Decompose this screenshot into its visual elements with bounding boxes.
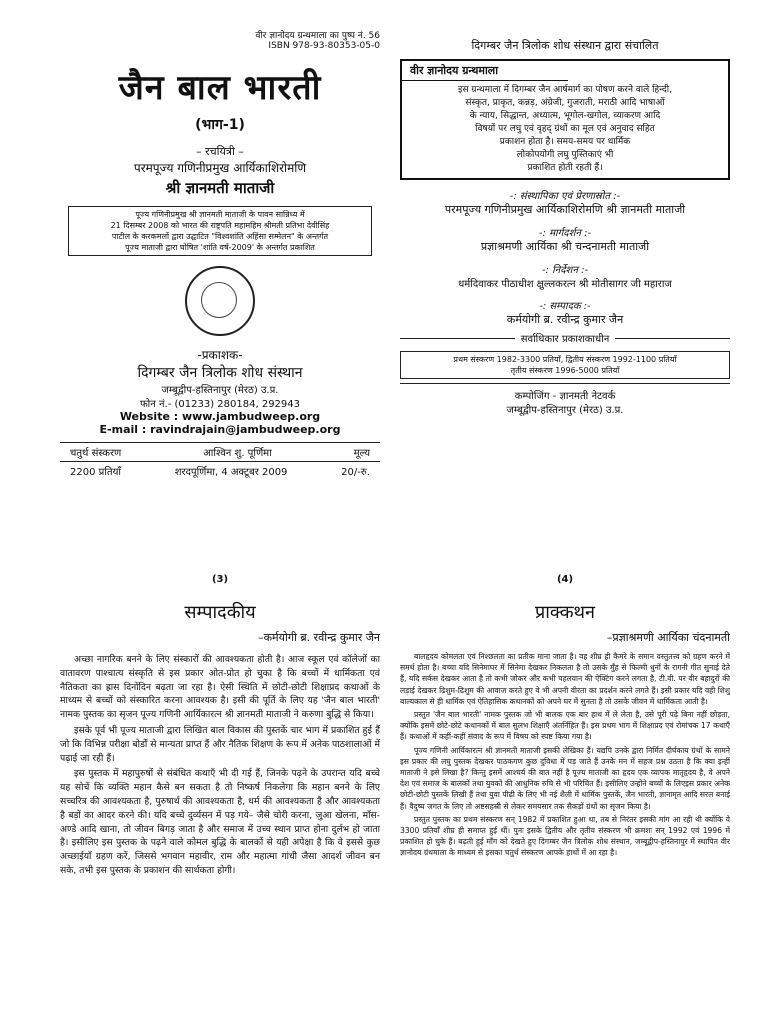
- editorial-byline: –कर्मयोगी ब्र. रवीन्द्र कुमार जैन: [258, 631, 380, 644]
- preface-body: [400, 651, 730, 859]
- institute-seal-logo: [60, 266, 380, 336]
- rights-row: [400, 331, 730, 345]
- guide-label: -: मार्गदर्शन :-: [538, 228, 592, 239]
- description-line: प्रकाशन होता है। समय-समय पर धार्मिक: [499, 137, 631, 147]
- series-box-title: वीर ज्ञानोदय ग्रन्थमाला: [402, 61, 568, 81]
- founder-label: -: संस्थापिका एवं प्रेरणास्रोत :-: [509, 191, 621, 202]
- series-number: वीर ज्ञानोदय ग्रन्थमाला का पुष्प नं. 56: [255, 31, 380, 41]
- edition-history-line: तृतीय संस्करण 1996-5000 प्रतियाँ: [510, 366, 620, 375]
- publisher-address: जम्बूद्वीप-हस्तिनापुर (मेरठ) उ.प्र.: [161, 385, 279, 396]
- paragraph: अच्छा नागरिक बनने के लिए संस्कारों की आवश्यकता होती है। आज स्कूल एवं कॉलेजों का वातावरण पाश्चात्य संस्कृति से इस प्रकार ओत-प्रोत हो चुका है कि बच्चों में धार्मिकता एवं नैतिकता का ह्रास दिनोंदिन बढ़ता जा रहा है। ऐसी स्थिति में छोटी-छोटी शिक्षाप्रद कथाओं के माध्यम से बच्चों को संस्कारित करना आवश्यक है। इसी की पूर्ति के लिए यह 'जैन बाल भारती' नामक पुस्तक का सृजन पूज्य गणिनी आर्यिकारत्न श्री ज्ञानमती माताजी ने करुणा बुद्धि से किया।: [60, 654, 380, 721]
- direction-name: धर्मदिवाकर पीठाधीश क्षुल्लकरत्न श्री मोतीसागर जी महाराज: [458, 279, 672, 290]
- book-title: जैन बाल भारती: [118, 68, 322, 108]
- editorial-body: [60, 653, 380, 878]
- series-description: [402, 81, 728, 178]
- editor-name: कर्मयोगी ब्र. रवीन्द्र कुमार जैन: [506, 313, 624, 326]
- publisher-label: -प्रकाशक-: [197, 348, 243, 362]
- date-heading: आश्विन शु. पूर्णिमा: [203, 448, 272, 459]
- preface-byline: –प्रज्ञाश्रमणी आर्यिका चंदनामती: [606, 631, 730, 644]
- occasion-line: पूज्य गणिनीप्रमुख श्री ज्ञानमती माताजी के पावन सान्निध्य में: [135, 210, 305, 219]
- paragraph: इसके पूर्व भी पूज्य माताजी द्वारा लिखित बाल विकास की पुस्तकें चार भाग में प्रकाशित हुई हैं जो कि विभिन्न परीक्षा बोर्डों से मान्यता प्राप्त हैं और नैतिक शिक्षण के रूप में अनेक पाठशालाओं में पढ़ाई जा रही हैं।: [60, 724, 380, 764]
- page-number-left: (3): [211, 574, 229, 585]
- direction-label: -: निर्देशन :-: [541, 265, 589, 276]
- copies-value: 2200 प्रतियाँ: [70, 467, 121, 478]
- composing-credit: कम्पोजिंग - ज्ञानमती नेटवर्क: [514, 391, 616, 402]
- book-part: (भाग-1): [195, 117, 245, 133]
- description-line: लोकोपयोगी लघु पुस्तिकाएं भी: [516, 150, 614, 160]
- rights-text: सर्वाधिकार प्रकाशकाधीन: [520, 334, 610, 345]
- right-imprint-page: [400, 38, 730, 478]
- edition-header-row: [60, 443, 380, 459]
- edition-heading: चतुर्थ संस्करण: [70, 448, 122, 459]
- guide-name: प्रज्ञाश्रमणी आर्यिका श्री चन्दनामती माताजी: [480, 240, 650, 253]
- edition-history-line: प्रथम संस्करण 1982-3300 प्रतियाँ, द्वितीय संस्करण 1992-1100 प्रतियाँ: [453, 355, 677, 364]
- edition-value-row: [60, 462, 380, 478]
- description-line: के न्याय, सिद्धान्त, अध्यात्म, भूगोल-खगोल, व्याकरण आदि: [469, 111, 661, 121]
- composing-address: जम्बूद्वीप-हस्तिनापुर (मेरठ) उ.प्र.: [506, 405, 624, 416]
- publisher-name: दिगम्बर जैन त्रिलोक शोध संस्थान: [137, 365, 303, 381]
- paragraph: बालहृदय कोमलता एवं निश्छलता का प्रतीक माना जाता है। वह शीघ्र ही कैमरे के समान वस्तुतत्त्व को ग्रहण करने में समर्थ होता है। बच्चा यदि सिनेमाघर में सिनेमा देखकर निकलता है तो उसके मुँह से फिल्मी धुनों के रागनी गीत सुनाई देते हैं, यदि सर्कस देखकर आता है तो कभी जोकर और कभी पहलवान की ऐक्टिंग करने लगता है, टी.वी. पर वीर बहादुरों की लड़ाई देखकर ढिशुम-ढिशुम की आवाज करते हुए वे भी अपनी वीरता का प्रदर्शन करने लगते हैं। इसी प्रकार यदि वही शिशु बाल्यकाल से ही धार्मिक एवं ऐतिहासिक कथानकों को अपने घर में सुनता है तो उसके जीवन में धार्मिकता आती है।: [400, 652, 730, 706]
- isbn: ISBN 978-93-80353-05-0: [268, 41, 380, 51]
- price-heading: मूल्य: [353, 448, 370, 459]
- description-line: इस ग्रन्थमाला में दिगम्बर जैन आर्षमार्ग का पोषण करने वाले हिन्दी,: [458, 85, 672, 95]
- author-name: श्री ज्ञानमती माताजी: [165, 179, 275, 197]
- series-info-box: [400, 59, 730, 180]
- seal-icon: [185, 266, 255, 336]
- editorial-title: सम्पादकीय: [184, 602, 256, 623]
- author-honorific: परमपूज्य गणिनीप्रमुख आर्यिकाशिरोमणि: [133, 161, 307, 175]
- description-line: प्रकाशित होती रहती हैं।: [527, 163, 603, 173]
- occasion-box: [68, 206, 372, 256]
- editor-label: -: सम्पादक :-: [539, 301, 591, 312]
- preface-page: [400, 600, 730, 1020]
- founder-name: परमपूज्य गणिनीप्रमुख आर्यिकाशिरोमणि श्री ज्ञानमती माताजी: [444, 203, 686, 216]
- left-title-page: [60, 28, 380, 518]
- page-number-right: (4): [556, 574, 574, 585]
- date-value: शरदपूर्णिमा, 4 अक्टूबर 2009: [174, 467, 288, 478]
- managed-by-header: दिगम्बर जैन त्रिलोक शोध संस्थान द्वारा संचालित: [471, 39, 659, 52]
- publisher-email: E-mail : ravindrajain@jambudweep.org: [99, 423, 341, 436]
- author-label: – रचयित्री –: [196, 145, 244, 158]
- occasion-line: पाटील के करकमलों द्वारा उद्घाटित "विश्वशांति अहिंसा सम्मेलन" के अन्तर्गत: [111, 232, 329, 241]
- description-line: विषयों पर लघु एवं वृहद् ग्रंथों का मूल एवं अनुवाद सहित: [475, 124, 655, 134]
- edition-history-box: [400, 351, 730, 379]
- paragraph: पूज्य गणिनी आर्यिकारत्न श्री ज्ञानमती माताजी इसकी लेखिका हैं। यद्यपि उनके द्वारा निर्मित दीर्घकाय ग्रंथों के सामने इस प्रकार की लघु पुस्तक देखकर पाठकगण कुछ दुविधा में पड़ जाते हैं उनके मन में सहज प्रश्न उठता है कि क्या इन्हीं माताजी ने इसे लिखा है? किन्तु इसमें आश्चर्य की बात नहीं है पूज्य माताजी का हृदय एक व्यापक मातृहृदय है, वे अपने देश एवं समाज के बालकों तथा युवकों की आधुनिक रुचि से भी परिचित हैं। इसीलिए उन्होंने बच्चों के लिएइस प्रकार अनेक छोटी-छोटी पुस्तकें लिखी हैं तथा युवा पीढ़ी के लिए भी नई शैली में धार्मिक पुस्तकें, जैन भारती, ज्ञानामृत आदि सरल बनाई हैं। वैदुष्य जगत के लिए तो अष्टसहस्री से लेकर समयसार तक सैकड़ों ग्रंथों का सृजन किया है।: [400, 745, 730, 811]
- description-line: संस्कृत, प्राकृत, कन्नड़, अंग्रेजी, गुजराती, मराठी आदि भाषाओं: [465, 98, 665, 108]
- publisher-website: Website : www.jambudweep.org: [119, 410, 321, 423]
- paragraph: प्रस्तुत पुस्तक का प्रथम संस्करण सन् 1982 में प्रकाशित हुआ था, तब से निरंतर इसकी मांग आ रही थी क्योंकि वे 3300 प्रतियाँ शीघ्र ही समाप्त हुई थीं। पुनः इसके द्वितीय और तृतीय संस्करण भी क्रमशः सन् 1992 एवं 1996 में प्रकाशित हो चुके हैं। बढ़ती हुई माँग को देखते हुए दिगम्बर जैन त्रिलोक शोध संस्थान, जम्बूद्वीप-हस्तिनापुर में स्थापित वीर ज्ञानोदय ग्रंथमाला के माध्यम से इसका चतुर्थ संस्करण आपके हाथों में आ रहा है।: [400, 814, 730, 858]
- occasion-line: पूज्य माताजी द्वारा घोषित 'शांति वर्ष-2009' के अन्तर्गत प्रकाशित: [125, 243, 315, 252]
- paragraph: इस पुस्तक में महापुरुषों से संबंधित कथाएँ भी दी गई हैं, जिनके पढ़ने के उपरान्त यदि बच्चे यह सोचें कि व्यक्ति महान कैसे बन सकता है तो निष्कर्ष निकलेगा कि महान बनने के लिए सच्चरित्र की आवश्यकता है, पुरुषार्थ की आवश्यकता है, धर्म की आवश्यकता है और आवश्यकता है बड़ों का आदर करने की। यदि बच्चे दुर्व्यसन में पड़ गये– जैसे चोरी करना, जुआ खेलना, माँस-अण्डे आदि खाना, तो जीवन बिगड़ जाता है और समाज में उच्च स्थान प्राप्त होना दुर्लभ हो जाता है। इसीलिए इस पुस्तक के पढ़ने वाले कोमल बुद्धि के बालकों से यही अपेक्षा है कि वे इससे कुछ अच्छाईयाँ ग्रहण करें, जिससे भगवान महावीर, राम और महात्मा गांधी जैसा आदर्श जीवन बन सके, तभी इस पुस्तक के प्रकाशन की सार्थकता होगी।: [60, 768, 380, 876]
- publisher-phone: फोन नं.- (01233) 280184, 292943: [139, 399, 301, 410]
- price-value: 20/-रु.: [341, 467, 370, 478]
- occasion-line: 21 दिसम्बर 2008 को भारत की राष्ट्रपति महामहिम श्रीमती प्रतिभा देवीसिंह: [110, 221, 330, 230]
- paragraph: प्रस्तुत 'जैन बाल भारती' नामक पुस्तक जो भी बालक एक बार हाथ में ले लेता है, उसे पूरी पढ़े बिना नहीं छोड़ता, क्योंकि इसमें छोटे-छोटे कथानकों में बाल सुलभ शिक्षाएँ अंतर्निहित हैं। इस प्रथम भाग में शिक्षाप्रद एवं रोमांचक 17 कथाएँ हैं। कथाओं में कहीं-कहीं संवाद के रूप में विषय को स्पष्ट किया गया है।: [400, 710, 730, 742]
- editorial-page: [60, 600, 380, 1020]
- preface-title: प्राक्कथन: [534, 602, 596, 623]
